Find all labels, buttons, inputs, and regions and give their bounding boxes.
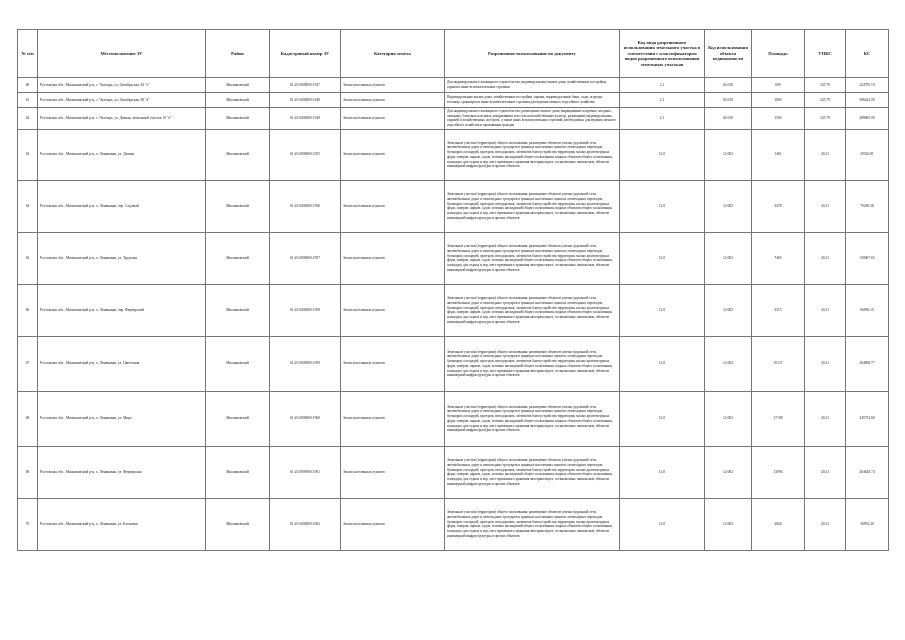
land-category-cell: Земли населенных пунктов [341, 78, 445, 93]
area-cell: 1461 [752, 129, 805, 180]
use-code-cell: 12:002 [705, 284, 752, 336]
ks-cell: 70290.38 [846, 180, 889, 232]
use-code-cell: 12:002 [705, 232, 752, 284]
vri-code-cell: 2.1 [620, 93, 705, 108]
vri-code-cell: 12.0 [620, 336, 705, 391]
row-number-cell: 69 [18, 446, 38, 498]
permitted-use-cell: Земельные участки (территории) общего пользования: размещение объектов улично-дорожной сети, автомобильных дорог и пешеходных тротуаров в границах населенных пунктов, пешеходных переходов, бульваров, площадей, проездов, велодорожек, элементов благоустройства территории, малых архитектурных форм, скверов, парков, садов, зеленых насаждений общего пользования, водных объектов общего пользования, площадок для отдыха и игр, мест временного хранения автотранспорта, остановочных павильонов, объектов инженерной инфраструктуры и прочих объектов [445, 180, 620, 232]
location-cell: Ростовская обл., Мясниковский р-н, с. Чалтырь, ул. Октябрьская, 82 "а" [38, 78, 206, 93]
table-row [18, 93, 889, 108]
upks-cell: 20.21 [805, 336, 846, 391]
use-code-cell: 12:002 [705, 180, 752, 232]
ks-cell: 264629.74 [846, 446, 889, 498]
table-row [18, 232, 889, 284]
table-row [18, 78, 889, 93]
column-header-upks: УПКС [805, 30, 846, 78]
ks-cell: 204868.77 [846, 336, 889, 391]
area-cell: 10137 [752, 336, 805, 391]
district-cell: Мясниковский [206, 129, 270, 180]
row-number-cell: 62 [18, 108, 38, 130]
permitted-use-cell: Земельные участки (территории) общего пользования: размещение объектов улично-дорожной сети, автомобильных дорог и пешеходных тротуаров в границах населенных пунктов, пешеходных переходов, бульваров, площадей, проездов, велодорожек, элементов благоустройства территории, малых архитектурных форм, скверов, парков, садов, зеленых насаждений общего пользования, водных объектов общего пользования, площадок для отдыха и игр, мест временного хранения автотранспорта, остановочных павильонов, объектов инженерной инфраструктуры и прочих объектов [445, 284, 620, 336]
land-category-cell: Земли населенных пунктов [341, 498, 445, 550]
ks-cell: 29526.81 [846, 129, 889, 180]
row-number-cell: 67 [18, 336, 38, 391]
column-header-permitted-use: Разрешенное использование по документу [445, 30, 620, 78]
land-plot-register-table [17, 29, 889, 551]
location-cell: Ростовская обл., Мясниковский р-н, х. Ленинаван, ул. Мира [38, 391, 206, 446]
upks-cell: 325.79 [805, 108, 846, 130]
upks-cell: 20.21 [805, 180, 846, 232]
permitted-use-cell: Земельные участки (территории) общего пользования: размещение объектов улично-дорожной сети, автомобильных дорог и пешеходных тротуаров в границах населенных пунктов, пешеходных переходов, бульваров, площадей, проездов, велодорожек, элементов благоустройства территории, малых архитектурных форм, скверов, парков, садов, зеленых насаждений общего пользования, водных объектов общего пользования, площадок для отдыха и игр, мест временного хранения автотранспорта, остановочных павильонов, объектов инженерной инфраструктуры и прочих объектов [445, 232, 620, 284]
permitted-use-cell: Земельные участки (территории) общего пользования: размещение объектов улично-дорожной сети, автомобильных дорог и пешеходных тротуаров в границах населенных пунктов, пешеходных переходов, бульваров, площадей, проездов, велодорожек, элементов благоустройства территории, малых архитектурных форм, скверов, парков, садов, зеленых насаждений общего пользования, водных объектов общего пользования, площадок для отдыха и игр, мест временного хранения автотранспорта, остановочных павильонов, объектов инженерной инфраструктуры и прочих объектов [445, 129, 620, 180]
upks-cell: 20.21 [805, 284, 846, 336]
table-row [18, 498, 889, 550]
cadastral-number-cell: 61:25:0000000:1960 [270, 391, 341, 446]
ks-cell: 150867.65 [846, 232, 889, 284]
row-number-cell: 66 [18, 284, 38, 336]
land-category-cell: Земли населенных пунктов [341, 93, 445, 108]
upks-cell: 20.21 [805, 391, 846, 446]
vri-code-cell: 12.0 [620, 129, 705, 180]
location-cell: Ростовская обл., Мясниковский р-н, с. Чалтырь, ул. Октябрьская, 80 "а" [38, 93, 206, 108]
row-number-cell: 61 [18, 93, 38, 108]
ks-cell: 66996.15 [846, 284, 889, 336]
permitted-use-cell: Земельные участки (территории) общего пользования: размещение объектов улично-дорожной сети, автомобильных дорог и пешеходных тротуаров в границах населенных пунктов, пешеходных переходов, бульваров, площадей, проездов, велодорожек, элементов благоустройства территории, малых архитектурных форм, скверов, парков, садов, зеленых насаждений общего пользования, водных объектов общего пользования, площадок для отдыха и игр, мест временного хранения автотранспорта, остановочных павильонов, объектов инженерной инфраструктуры и прочих объектов [445, 498, 620, 550]
location-cell: Ростовская обл., Мясниковский р-н, х. Ленинаван, ул. Цветочная [38, 336, 206, 391]
cadastral-number-cell: 61:25:0000000:1956 [270, 180, 341, 232]
district-cell: Мясниковский [206, 391, 270, 446]
cadastral-number-cell: 61:25:0000000:1958 [270, 284, 341, 336]
area-cell: 7465 [752, 232, 805, 284]
cadastral-number-cell: 61:25:0000000:1962 [270, 498, 341, 550]
permitted-use-cell: Земельные участки (территории) общего пользования: размещение объектов улично-дорожной сети, автомобильных дорог и пешеходных тротуаров в границах населенных пунктов, пешеходных переходов, бульваров, площадей, проездов, велодорожек, элементов благоустройства территории, малых архитектурных форм, скверов, парков, садов, зеленых насаждений общего пользования, водных объектов общего пользования, площадок для отдыха и игр, мест временного хранения автотранспорта, остановочных павильонов, объектов инженерной инфраструктуры и прочих объектов [445, 446, 620, 498]
row-number-cell: 60 [18, 78, 38, 93]
cadastral-number-cell: 61:25:0000000:1947 [270, 78, 341, 93]
ks-cell: 488685.00 [846, 108, 889, 130]
row-number-cell: 63 [18, 129, 38, 180]
district-cell: Мясниковский [206, 108, 270, 130]
location-cell: Ростовская обл., Мясниковский р-н, с. Чалтырь, ул. Дачная, земельный участок 10 "а" [38, 108, 206, 130]
location-cell: Ростовская обл., Мясниковский р-н, х. Ленинаван, ул. Кленовая [38, 498, 206, 550]
district-cell: Мясниковский [206, 498, 270, 550]
vri-code-cell: 12.0 [620, 446, 705, 498]
land-category-cell: Земли населенных пунктов [341, 446, 445, 498]
table-row [18, 336, 889, 391]
land-category-cell: Земли населенных пунктов [341, 391, 445, 446]
vri-code-cell: 2.1 [620, 108, 705, 130]
use-code-cell: 02:010 [705, 108, 752, 130]
area-cell: 1500 [752, 108, 805, 130]
use-code-cell: 02:010 [705, 78, 752, 93]
location-cell: Ростовская обл., Мясниковский р-н, х. Ленинаван, ул. Трудовая [38, 232, 206, 284]
column-header-location: Местоположение ЗУ [38, 30, 206, 78]
row-number-cell: 68 [18, 391, 38, 446]
column-header-use-code: Код использования объекта недвижимости [705, 30, 752, 78]
area-cell: 690 [752, 78, 805, 93]
area-cell: 2820 [752, 498, 805, 550]
location-cell: Ростовская обл., Мясниковский р-н, х. Ленинаван, пер. Садовый [38, 180, 206, 232]
area-cell: 13094 [752, 446, 805, 498]
district-cell: Мясниковский [206, 180, 270, 232]
vri-code-cell: 12.0 [620, 284, 705, 336]
area-cell: 3315 [752, 284, 805, 336]
table-row [18, 180, 889, 232]
cadastral-number-cell: 61:25:0000000:1948 [270, 93, 341, 108]
cadastral-number-cell: 61:25:0000000:1955 [270, 129, 341, 180]
table-row [18, 391, 889, 446]
ks-cell: 224795.10 [846, 78, 889, 93]
ks-cell: 586422.00 [846, 93, 889, 108]
table-header-row [18, 30, 889, 78]
permitted-use-cell: Для индивидуального жилищного строительства, индивидуальные жилые дома, хозяйственные постройки, гаражи и иные вспомогательные строения [445, 78, 620, 93]
cadastral-number-cell: 61:25:0000000:1949 [270, 108, 341, 130]
row-number-cell: 64 [18, 180, 38, 232]
area-cell: 1800 [752, 93, 805, 108]
table-row [18, 284, 889, 336]
district-cell: Мясниковский [206, 336, 270, 391]
location-cell: Ростовская обл., Мясниковский р-н, х. Ленинаван, ул. Фермерская [38, 446, 206, 498]
upks-cell: 20.21 [805, 446, 846, 498]
use-code-cell: 12:002 [705, 446, 752, 498]
column-header-ks: КС [846, 30, 889, 78]
column-header-area: Площадь [752, 30, 805, 78]
permitted-use-cell: Для индивидуального жилищного строительства: размещение жилого дома, выращивание плодовых, ягодных, овощных, бахчевых или иных декоративных или сельскохозяйственных культур, размещение индивидуальных гаражей и хозяйственных построек, а также иных вспомогательных строений, необходимых для ведения личного подсобного хозяйства и проживания граждан [445, 108, 620, 130]
location-cell: Ростовская обл., Мясниковский р-н, х. Ленинаван, пер. Фермерский [38, 284, 206, 336]
use-code-cell: 12:002 [705, 391, 752, 446]
vri-code-cell: 12.0 [620, 391, 705, 446]
land-category-cell: Земли населенных пунктов [341, 180, 445, 232]
land-category-cell: Земли населенных пунктов [341, 336, 445, 391]
column-header-cadastral-number: Кадастровый номер ЗУ [270, 30, 341, 78]
use-code-cell: 12:002 [705, 129, 752, 180]
column-header-land-category: Категория земель [341, 30, 445, 78]
use-code-cell: 12:002 [705, 498, 752, 550]
district-cell: Мясниковский [206, 93, 270, 108]
row-number-cell: 65 [18, 232, 38, 284]
table-row [18, 129, 889, 180]
use-code-cell: 02:010 [705, 93, 752, 108]
cadastral-number-cell: 61:25:0000000:1961 [270, 446, 341, 498]
district-cell: Мясниковский [206, 284, 270, 336]
column-header-number: № п/п [18, 30, 38, 78]
area-cell: 17108 [752, 391, 805, 446]
upks-cell: 325.79 [805, 78, 846, 93]
cadastral-number-cell: 61:25:0000000:1957 [270, 232, 341, 284]
upks-cell: 20.21 [805, 129, 846, 180]
district-cell: Мясниковский [206, 446, 270, 498]
upks-cell: 20.21 [805, 498, 846, 550]
table-row [18, 108, 889, 130]
upks-cell: 20.21 [805, 232, 846, 284]
vri-code-cell: 12.0 [620, 498, 705, 550]
register-sheet [17, 29, 888, 551]
vri-code-cell: 2.1 [620, 78, 705, 93]
district-cell: Мясниковский [206, 232, 270, 284]
land-category-cell: Земли населенных пунктов [341, 129, 445, 180]
land-category-cell: Земли населенных пунктов [341, 232, 445, 284]
table-body [18, 78, 889, 551]
permitted-use-cell: Земельные участки (территории) общего пользования: размещение объектов улично-дорожной сети, автомобильных дорог и пешеходных тротуаров в границах населенных пунктов, пешеходных переходов, бульваров, площадей, проездов, велодорожек, элементов благоустройства территории, малых архитектурных форм, скверов, парков, садов, зеленых насаждений общего пользования, водных объектов общего пользования, площадок для отдыха и игр, мест временного хранения автотранспорта, остановочных павильонов, объектов инженерной инфраструктуры и прочих объектов [445, 336, 620, 391]
column-header-district: Район [206, 30, 270, 78]
ks-cell: 345752.68 [846, 391, 889, 446]
ks-cell: 56992.20 [846, 498, 889, 550]
cadastral-number-cell: 61:25:0000000:1959 [270, 336, 341, 391]
permitted-use-cell: Земельные участки (территории) общего пользования: размещение объектов улично-дорожной сети, автомобильных дорог и пешеходных тротуаров в границах населенных пунктов, пешеходных переходов, бульваров, площадей, проездов, велодорожек, элементов благоустройства территории, малых архитектурных форм, скверов, парков, садов, зеленых насаждений общего пользования, водных объектов общего пользования, площадок для отдыха и игр, мест временного хранения автотранспорта, остановочных павильонов, объектов инженерной инфраструктуры и прочих объектов [445, 391, 620, 446]
location-cell: Ростовская обл., Мясниковский р-н, х. Ленинаван, ул. Дачная [38, 129, 206, 180]
land-category-cell: Земли населенных пунктов [341, 108, 445, 130]
table-row [18, 446, 889, 498]
row-number-cell: 70 [18, 498, 38, 550]
district-cell: Мясниковский [206, 78, 270, 93]
permitted-use-cell: Индивидуальные жилые дома, хозяйственные постройки, гаражи, индивидуальные бани, сады, огороды, теплицы, оранжереи и иные вспомогательные строения для ведения личного подсобного хозяйства [445, 93, 620, 108]
area-cell: 3478 [752, 180, 805, 232]
column-header-vri-code: Код вида разрешенного использования земельного участка в соответствии с классификатором видов разрешенного использования земельных участков [620, 30, 705, 78]
upks-cell: 325.79 [805, 93, 846, 108]
vri-code-cell: 12.0 [620, 232, 705, 284]
vri-code-cell: 12.0 [620, 180, 705, 232]
land-category-cell: Земли населенных пунктов [341, 284, 445, 336]
use-code-cell: 12:002 [705, 336, 752, 391]
